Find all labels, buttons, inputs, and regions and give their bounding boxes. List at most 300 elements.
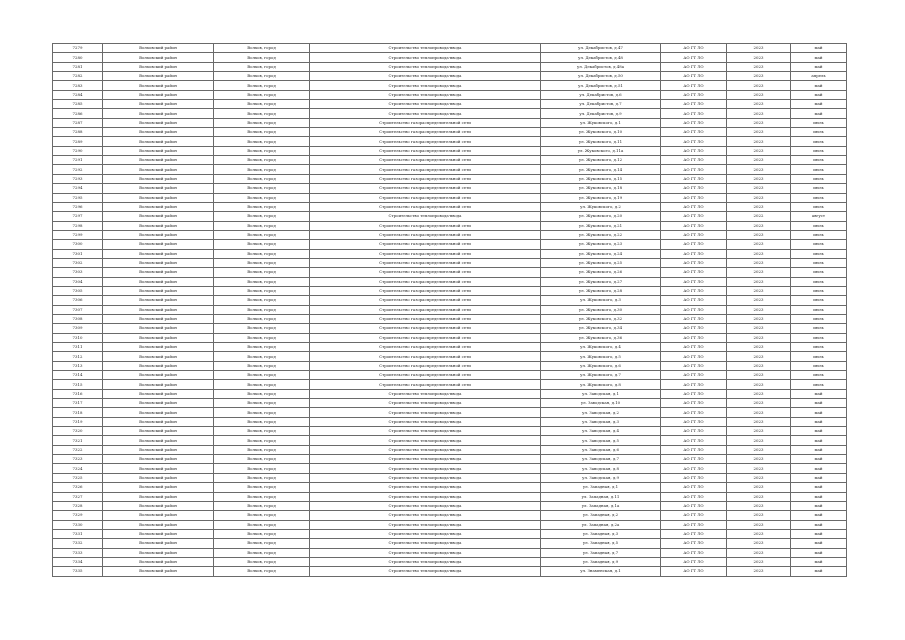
settlement-cell: Волхов, город (214, 118, 310, 127)
year-cell: 2023 (727, 240, 791, 249)
settlement-cell: Волхов, город (214, 286, 310, 295)
work-type-cell: Строительство теплопровода-ввода (310, 44, 541, 53)
month-cell: май (791, 501, 847, 510)
work-type-cell: Строительство теплопровода-ввода (310, 212, 541, 221)
year-cell: 2023 (727, 333, 791, 342)
data-table (52, 43, 847, 577)
year-cell: 2023 (727, 128, 791, 137)
work-type-cell: Строительство теплопровода-ввода (310, 427, 541, 436)
row-number-cell: 7303 (53, 268, 103, 277)
work-type-cell: Строительство теплопровода-ввода (310, 520, 541, 529)
table-row (53, 473, 847, 482)
settlement-cell: Волхов, город (214, 62, 310, 71)
month-cell: июль (791, 343, 847, 352)
district-cell: Волховский район (103, 305, 214, 314)
table-row (53, 529, 847, 538)
month-cell: июль (791, 184, 847, 193)
year-cell: 2023 (727, 137, 791, 146)
table-row (53, 455, 847, 464)
district-cell: Волховский район (103, 277, 214, 286)
row-number-cell: 7282 (53, 72, 103, 81)
month-cell: июль (791, 314, 847, 323)
address-cell: ул. Заводская, д.10 (541, 399, 661, 408)
month-cell: июль (791, 324, 847, 333)
address-cell: ул. Западная, д.7 (541, 548, 661, 557)
organization-cell: АО ГТ ЛО (661, 240, 727, 249)
table-row (53, 548, 847, 557)
row-number-cell: 7307 (53, 305, 103, 314)
settlement-cell: Волхов, город (214, 445, 310, 454)
district-cell: Волховский район (103, 174, 214, 183)
month-cell: май (791, 511, 847, 520)
organization-cell: АО ГТ ЛО (661, 165, 727, 174)
district-cell: Волховский район (103, 90, 214, 99)
row-number-cell: 7321 (53, 436, 103, 445)
district-cell: Волховский район (103, 240, 214, 249)
district-cell: Волховский район (103, 371, 214, 380)
settlement-cell: Волхов, город (214, 249, 310, 258)
month-cell: май (791, 492, 847, 501)
organization-cell: АО ГТ ЛО (661, 361, 727, 370)
organization-cell: АО ГТ ЛО (661, 184, 727, 193)
month-cell: май (791, 567, 847, 576)
table-row (53, 258, 847, 267)
year-cell: 2023 (727, 380, 791, 389)
address-cell: ул. Жуковского, д.4 (541, 343, 661, 352)
organization-cell: АО ГТ ЛО (661, 436, 727, 445)
row-number-cell: 7328 (53, 501, 103, 510)
year-cell: 2023 (727, 81, 791, 90)
year-cell: 2023 (727, 511, 791, 520)
address-cell: ул. Западная, д.1а (541, 501, 661, 510)
row-number-cell: 7314 (53, 371, 103, 380)
year-cell: 2023 (727, 118, 791, 127)
settlement-cell: Волхов, город (214, 258, 310, 267)
address-cell: ул. Заводская, д.6 (541, 445, 661, 454)
month-cell: май (791, 529, 847, 538)
organization-cell: АО ГТ ЛО (661, 539, 727, 548)
table-row (53, 221, 847, 230)
year-cell: 2023 (727, 445, 791, 454)
organization-cell: АО ГТ ЛО (661, 567, 727, 576)
address-cell: ул. Жуковского, д.15 (541, 174, 661, 183)
organization-cell: АО ГТ ЛО (661, 333, 727, 342)
organization-cell: АО ГТ ЛО (661, 268, 727, 277)
settlement-cell: Волхов, город (214, 100, 310, 109)
settlement-cell: Волхов, город (214, 352, 310, 361)
table-row (53, 249, 847, 258)
row-number-cell: 7296 (53, 202, 103, 211)
organization-cell: АО ГТ ЛО (661, 324, 727, 333)
settlement-cell: Волхов, город (214, 165, 310, 174)
row-number-cell: 7329 (53, 511, 103, 520)
work-type-cell: Строительство газораспределительной сети (310, 305, 541, 314)
row-number-cell: 7319 (53, 417, 103, 426)
address-cell: ул. Жуковского, д.10 (541, 128, 661, 137)
month-cell: май (791, 548, 847, 557)
table-row (53, 352, 847, 361)
year-cell: 2023 (727, 156, 791, 165)
row-number-cell: 7308 (53, 314, 103, 323)
address-cell: ул. Жуковского, д.11а (541, 146, 661, 155)
organization-cell: АО ГТ ЛО (661, 109, 727, 118)
settlement-cell: Волхов, город (214, 557, 310, 566)
organization-cell: АО ГТ ЛО (661, 296, 727, 305)
district-cell: Волховский район (103, 202, 214, 211)
organization-cell: АО ГТ ЛО (661, 174, 727, 183)
district-cell: Волховский район (103, 156, 214, 165)
district-cell: Волховский район (103, 567, 214, 576)
work-type-cell: Строительство теплопровода-ввода (310, 81, 541, 90)
table-row (53, 408, 847, 417)
district-cell: Волховский район (103, 212, 214, 221)
row-number-cell: 7279 (53, 44, 103, 53)
row-number-cell: 7323 (53, 455, 103, 464)
settlement-cell: Волхов, город (214, 268, 310, 277)
work-type-cell: Строительство теплопровода-ввода (310, 445, 541, 454)
work-type-cell: Строительство газораспределительной сети (310, 352, 541, 361)
address-cell: ул. Декабристов, д.51 (541, 81, 661, 90)
row-number-cell: 7317 (53, 399, 103, 408)
address-cell: ул. Жуковского, д.32 (541, 314, 661, 323)
settlement-cell: Волхов, город (214, 230, 310, 239)
work-type-cell: Строительство газораспределительной сети (310, 240, 541, 249)
work-type-cell: Строительство теплопровода-ввода (310, 511, 541, 520)
year-cell: 2023 (727, 436, 791, 445)
work-type-cell: Строительство газораспределительной сети (310, 380, 541, 389)
table-row (53, 492, 847, 501)
organization-cell: АО ГТ ЛО (661, 305, 727, 314)
month-cell: август (791, 212, 847, 221)
row-number-cell: 7284 (53, 90, 103, 99)
year-cell: 2023 (727, 230, 791, 239)
address-cell: ул. Жуковского, д.34 (541, 324, 661, 333)
work-type-cell: Строительство теплопровода-ввода (310, 417, 541, 426)
district-cell: Волховский район (103, 352, 214, 361)
district-cell: Волховский район (103, 53, 214, 62)
district-cell: Волховский район (103, 249, 214, 258)
district-cell: Волховский район (103, 165, 214, 174)
settlement-cell: Волхов, город (214, 184, 310, 193)
address-cell: ул. Жуковского, д.24 (541, 249, 661, 258)
month-cell: июль (791, 380, 847, 389)
organization-cell: АО ГТ ЛО (661, 72, 727, 81)
year-cell: 2023 (727, 221, 791, 230)
district-cell: Волховский район (103, 492, 214, 501)
work-type-cell: Строительство газораспределительной сети (310, 324, 541, 333)
year-cell: 2022 (727, 212, 791, 221)
work-type-cell: Строительство теплопровода-ввода (310, 567, 541, 576)
row-number-cell: 7288 (53, 128, 103, 137)
year-cell: 2023 (727, 90, 791, 99)
settlement-cell: Волхов, город (214, 333, 310, 342)
table-row (53, 72, 847, 81)
work-type-cell: Строительство газораспределительной сети (310, 268, 541, 277)
settlement-cell: Волхов, город (214, 72, 310, 81)
organization-cell: АО ГТ ЛО (661, 473, 727, 482)
year-cell: 2023 (727, 296, 791, 305)
month-cell: май (791, 81, 847, 90)
address-cell: ул. Заводская, д.7 (541, 455, 661, 464)
month-cell: июль (791, 268, 847, 277)
year-cell: 2023 (727, 483, 791, 492)
table-row (53, 483, 847, 492)
row-number-cell: 7280 (53, 53, 103, 62)
row-number-cell: 7335 (53, 567, 103, 576)
address-cell: ул. Жуковского, д.6 (541, 361, 661, 370)
settlement-cell: Волхов, город (214, 146, 310, 155)
row-number-cell: 7333 (53, 548, 103, 557)
organization-cell: АО ГТ ЛО (661, 511, 727, 520)
district-cell: Волховский район (103, 184, 214, 193)
work-type-cell: Строительство газораспределительной сети (310, 230, 541, 239)
row-number-cell: 7285 (53, 100, 103, 109)
row-number-cell: 7326 (53, 483, 103, 492)
work-type-cell: Строительство теплопровода-ввода (310, 483, 541, 492)
address-cell: ул. Жуковского, д.1 (541, 118, 661, 127)
row-number-cell: 7281 (53, 62, 103, 71)
organization-cell: АО ГТ ЛО (661, 137, 727, 146)
row-number-cell: 7291 (53, 156, 103, 165)
organization-cell: АО ГТ ЛО (661, 529, 727, 538)
table-row (53, 156, 847, 165)
work-type-cell: Строительство газораспределительной сети (310, 277, 541, 286)
address-cell: ул. Декабристов, д.48а (541, 62, 661, 71)
district-cell: Волховский район (103, 501, 214, 510)
address-cell: ул. Декабристов, д.6 (541, 90, 661, 99)
organization-cell: АО ГТ ЛО (661, 212, 727, 221)
organization-cell: АО ГТ ЛО (661, 408, 727, 417)
work-type-cell: Строительство теплопровода-ввода (310, 90, 541, 99)
year-cell: 2023 (727, 455, 791, 464)
month-cell: июль (791, 156, 847, 165)
organization-cell: АО ГТ ЛО (661, 128, 727, 137)
organization-cell: АО ГТ ЛО (661, 249, 727, 258)
work-type-cell: Строительство теплопровода-ввода (310, 557, 541, 566)
address-cell: ул. Заводская, д.8 (541, 464, 661, 473)
row-number-cell: 7301 (53, 249, 103, 258)
year-cell: 2023 (727, 174, 791, 183)
district-cell: Волховский район (103, 44, 214, 53)
table-row (53, 343, 847, 352)
table-row (53, 202, 847, 211)
address-cell: ул. Жуковского, д.26 (541, 268, 661, 277)
settlement-cell: Волхов, город (214, 511, 310, 520)
address-cell: ул. Декабристов, д.48 (541, 53, 661, 62)
month-cell: июль (791, 221, 847, 230)
settlement-cell: Волхов, город (214, 455, 310, 464)
settlement-cell: Волхов, город (214, 380, 310, 389)
organization-cell: АО ГТ ЛО (661, 90, 727, 99)
organization-cell: АО ГТ ЛО (661, 258, 727, 267)
table-row (53, 557, 847, 566)
table-row (53, 268, 847, 277)
row-number-cell: 7292 (53, 165, 103, 174)
district-cell: Волховский район (103, 399, 214, 408)
year-cell: 2023 (727, 473, 791, 482)
month-cell: июль (791, 165, 847, 174)
month-cell: май (791, 473, 847, 482)
district-cell: Волховский район (103, 548, 214, 557)
district-cell: Волховский район (103, 100, 214, 109)
address-cell: ул. Западная, д.11 (541, 492, 661, 501)
table-row (53, 296, 847, 305)
work-type-cell: Строительство газораспределительной сети (310, 193, 541, 202)
table-row (53, 427, 847, 436)
district-cell: Волховский район (103, 62, 214, 71)
work-type-cell: Строительство теплопровода-ввода (310, 436, 541, 445)
district-cell: Волховский район (103, 324, 214, 333)
work-type-cell: Строительство газораспределительной сети (310, 296, 541, 305)
work-type-cell: Строительство газораспределительной сети (310, 371, 541, 380)
settlement-cell: Волхов, город (214, 343, 310, 352)
row-number-cell: 7318 (53, 408, 103, 417)
settlement-cell: Волхов, город (214, 44, 310, 53)
month-cell: май (791, 399, 847, 408)
address-cell: ул. Жуковского, д.23 (541, 240, 661, 249)
work-type-cell: Строительство газораспределительной сети (310, 184, 541, 193)
year-cell: 2023 (727, 193, 791, 202)
table-row (53, 464, 847, 473)
row-number-cell: 7327 (53, 492, 103, 501)
district-cell: Волховский район (103, 539, 214, 548)
row-number-cell: 7306 (53, 296, 103, 305)
district-cell: Волховский район (103, 343, 214, 352)
address-cell: ул. Жуковского, д.27 (541, 277, 661, 286)
table-row (53, 53, 847, 62)
year-cell: 2023 (727, 529, 791, 538)
year-cell: 2023 (727, 399, 791, 408)
year-cell: 2023 (727, 202, 791, 211)
work-type-cell: Строительство газораспределительной сети (310, 258, 541, 267)
district-cell: Волховский район (103, 473, 214, 482)
work-type-cell: Строительство газораспределительной сети (310, 361, 541, 370)
table-row (53, 62, 847, 71)
year-cell: 2023 (727, 324, 791, 333)
table-row (53, 417, 847, 426)
year-cell: 2023 (727, 184, 791, 193)
organization-cell: АО ГТ ЛО (661, 81, 727, 90)
address-cell: ул. Знаменская, д.1 (541, 567, 661, 576)
address-cell: ул. Западная, д.1 (541, 483, 661, 492)
year-cell: 2023 (727, 305, 791, 314)
district-cell: Волховский район (103, 455, 214, 464)
row-number-cell: 7293 (53, 174, 103, 183)
table-row (53, 146, 847, 155)
district-cell: Волховский район (103, 436, 214, 445)
month-cell: июль (791, 137, 847, 146)
work-type-cell: Строительство теплопровода-ввода (310, 399, 541, 408)
table-row (53, 445, 847, 454)
address-cell: ул. Жуковского, д.8 (541, 380, 661, 389)
table-row (53, 399, 847, 408)
settlement-cell: Волхов, город (214, 221, 310, 230)
work-type-cell: Строительство теплопровода-ввода (310, 408, 541, 417)
settlement-cell: Волхов, город (214, 53, 310, 62)
organization-cell: АО ГТ ЛО (661, 193, 727, 202)
organization-cell: АО ГТ ЛО (661, 557, 727, 566)
address-cell: ул. Жуковского, д.21 (541, 221, 661, 230)
district-cell: Волховский район (103, 128, 214, 137)
row-number-cell: 7295 (53, 193, 103, 202)
work-type-cell: Строительство газораспределительной сети (310, 118, 541, 127)
district-cell: Волховский район (103, 511, 214, 520)
year-cell: 2023 (727, 286, 791, 295)
organization-cell: АО ГТ ЛО (661, 100, 727, 109)
row-number-cell: 7286 (53, 109, 103, 118)
row-number-cell: 7334 (53, 557, 103, 566)
work-type-cell: Строительство газораспределительной сети (310, 249, 541, 258)
district-cell: Волховский район (103, 118, 214, 127)
month-cell: июль (791, 305, 847, 314)
address-cell: ул. Жуковского, д.20 (541, 212, 661, 221)
row-number-cell: 7330 (53, 520, 103, 529)
table-row (53, 100, 847, 109)
address-cell: ул. Западная, д.5 (541, 539, 661, 548)
year-cell: 2023 (727, 165, 791, 174)
table-row (53, 44, 847, 53)
month-cell: май (791, 464, 847, 473)
table-row (53, 230, 847, 239)
work-type-cell: Строительство теплопровода-ввода (310, 501, 541, 510)
work-type-cell: Строительство теплопровода-ввода (310, 492, 541, 501)
work-type-cell: Строительство газораспределительной сети (310, 221, 541, 230)
table-body (53, 44, 847, 577)
month-cell: май (791, 100, 847, 109)
row-number-cell: 7311 (53, 343, 103, 352)
table-row (53, 436, 847, 445)
month-cell: май (791, 520, 847, 529)
month-cell: май (791, 445, 847, 454)
settlement-cell: Волхов, город (214, 539, 310, 548)
address-cell: ул. Жуковского, д.2 (541, 202, 661, 211)
organization-cell: АО ГТ ЛО (661, 62, 727, 71)
year-cell: 2023 (727, 389, 791, 398)
table-row (53, 184, 847, 193)
table-row (53, 520, 847, 529)
row-number-cell: 7298 (53, 221, 103, 230)
work-type-cell: Строительство газораспределительной сети (310, 128, 541, 137)
work-type-cell: Строительство газораспределительной сети (310, 156, 541, 165)
district-cell: Волховский район (103, 333, 214, 342)
month-cell: май (791, 90, 847, 99)
month-cell: май (791, 53, 847, 62)
year-cell: 2023 (727, 464, 791, 473)
table-row (53, 539, 847, 548)
year-cell: 2023 (727, 343, 791, 352)
row-number-cell: 7300 (53, 240, 103, 249)
settlement-cell: Волхов, город (214, 389, 310, 398)
address-cell: ул. Жуковского, д.25 (541, 258, 661, 267)
address-cell: ул. Западная, д.9 (541, 557, 661, 566)
settlement-cell: Волхов, город (214, 492, 310, 501)
month-cell: май (791, 436, 847, 445)
work-type-cell: Строительство газораспределительной сети (310, 333, 541, 342)
settlement-cell: Волхов, город (214, 529, 310, 538)
settlement-cell: Волхов, город (214, 109, 310, 118)
year-cell: 2023 (727, 371, 791, 380)
table-row (53, 361, 847, 370)
district-cell: Волховский район (103, 81, 214, 90)
row-number-cell: 7309 (53, 324, 103, 333)
work-type-cell: Строительство газораспределительной сети (310, 137, 541, 146)
year-cell: 2023 (727, 557, 791, 566)
settlement-cell: Волхов, город (214, 399, 310, 408)
table-row (53, 118, 847, 127)
settlement-cell: Волхов, город (214, 202, 310, 211)
table-row (53, 314, 847, 323)
organization-cell: АО ГТ ЛО (661, 221, 727, 230)
